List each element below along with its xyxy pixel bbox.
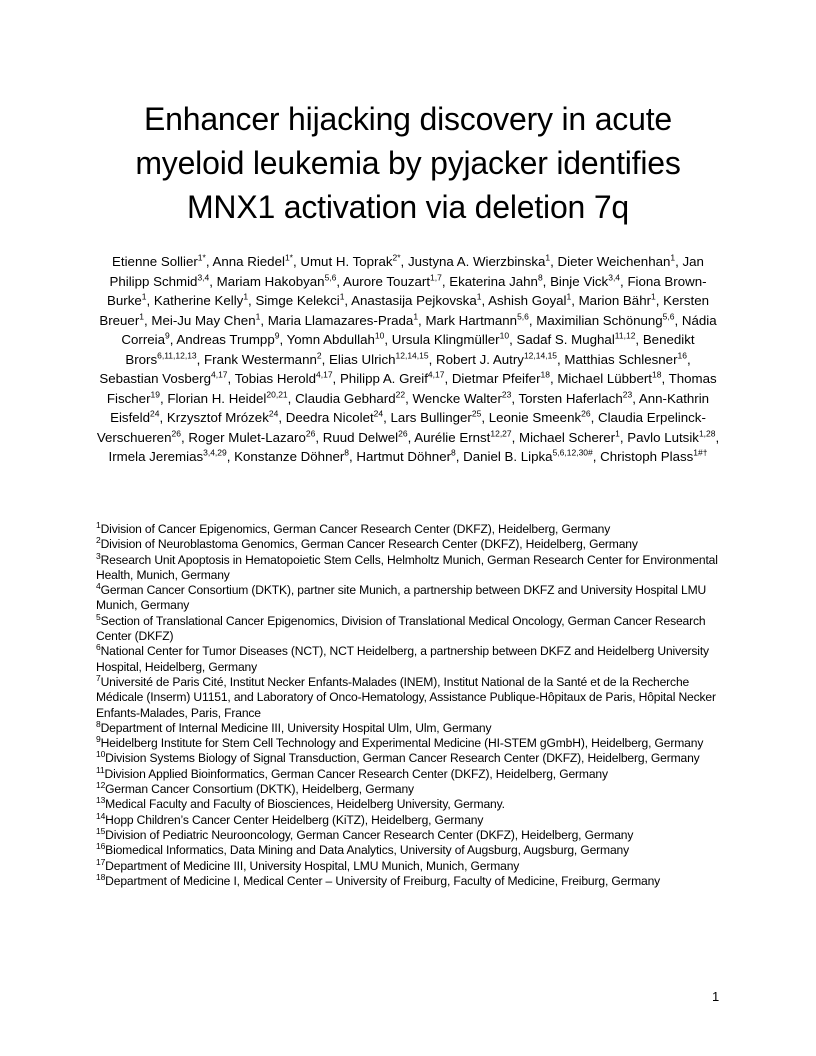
author <box>300 254 400 269</box>
author-affiliation-marker: 2 <box>316 350 322 361</box>
affiliation-number: 17 <box>96 856 106 867</box>
author-affiliation-marker: 12,14,15 <box>523 350 558 361</box>
author <box>212 254 293 269</box>
author <box>343 274 442 289</box>
affiliation-text: Biomedical Informatics, Data Mining and Data Analytics, University of Augsburg, Augsburg, Germany <box>105 843 630 858</box>
author <box>425 313 528 328</box>
author <box>154 293 248 308</box>
author-affiliation-marker: 12,27 <box>490 428 512 439</box>
author-name: Konstanze Döhner <box>234 449 345 464</box>
author <box>176 332 279 347</box>
author-affiliation-marker: 1#† <box>693 447 708 458</box>
affiliation-number: 18 <box>96 871 106 882</box>
author <box>536 313 674 328</box>
affiliation-number: 9 <box>96 734 101 745</box>
author-affiliation-marker: 19 <box>150 389 160 400</box>
author-affiliation-marker: 1* <box>197 252 206 263</box>
author-affiliation-marker: 26 <box>171 428 181 439</box>
author-affiliation-marker: 8 <box>537 272 543 283</box>
author-name: Elias Ulrich <box>329 351 396 367</box>
author <box>558 254 676 269</box>
author-affiliation-marker: 26 <box>305 428 316 439</box>
author <box>519 391 633 406</box>
affiliation-text: Division Applied Bioinformatics, German Cancer Research Center (DKFZ), Heidelberg, Germany <box>104 766 608 781</box>
author-name: Philipp A. Greif <box>339 371 428 386</box>
affiliation <box>96 810 726 828</box>
author <box>489 410 591 425</box>
affiliation-text: Medical Faculty and Faculty of Biosciences, Heidelberg University, Germany. <box>105 797 505 812</box>
author <box>449 274 542 289</box>
author-affiliation-marker: 5,6 <box>517 311 529 322</box>
affiliation-number: 6 <box>96 642 101 653</box>
author-name: Nádia Correia <box>121 312 717 347</box>
affiliation <box>96 764 726 782</box>
author-affiliation-marker: 1,28 <box>698 428 716 439</box>
author-name: Umut H. Toprak <box>300 254 393 269</box>
affiliation-text: Division of Pediatric Neurooncology, German Cancer Research Center (DKFZ), Heidelberg, Germany <box>105 827 634 842</box>
author-affiliation-marker: 3,4,29 <box>203 447 227 458</box>
author <box>627 430 715 445</box>
affiliation-number: 8 <box>96 718 101 729</box>
affiliation-text: Division Systems Biology of Signal Transduction, German Cancer Research Center (DKFZ), Heidelberg, Germany <box>105 751 700 766</box>
author-name: Torsten Haferlach <box>518 390 623 406</box>
author-name: Andreas Trumpp <box>176 332 275 347</box>
author-name: Aurore Touzart <box>343 273 431 289</box>
author <box>329 352 429 367</box>
author-affiliation-marker: 4,17 <box>427 369 445 380</box>
author-name: Fiona Brown-Burke <box>107 273 707 308</box>
author-name: Binje Vick <box>550 273 609 289</box>
author-affiliation-marker: 10 <box>499 330 510 341</box>
author-name: Mei-Ju May Chen <box>151 312 256 328</box>
author-affiliation-marker: 8 <box>451 447 456 458</box>
author-name: Frank Westermann <box>204 351 317 367</box>
affiliation-text: Division of Cancer Epigenomics, German Cancer Research Center (DKFZ), Heidelberg, Germany <box>100 522 611 536</box>
author-affiliation-marker: 1 <box>545 252 551 263</box>
affiliation <box>96 611 726 645</box>
author <box>488 293 571 308</box>
author <box>112 254 206 269</box>
author-affiliation-marker: 25 <box>471 408 482 419</box>
author-name: Leonie Smeenk <box>488 410 582 425</box>
author-name: Benedikt Brors <box>125 332 695 367</box>
author <box>167 391 287 406</box>
affiliation-text: Université de Paris Cité, Institut Necker Enfants-Malades (INEM), Institut National de la Santé et de la Recherche Médicale (Inserm) U1151, and Laboratory of Onco-Hematology, Assistance Publique-Hôpitaux de Paris, Hôpital Necker Enfants-Malades, Paris, France <box>96 674 716 720</box>
author <box>151 313 260 328</box>
affiliation-text: Research Unit Apoptosis in Hematopoietic Stem Cells, Helmholtz Munich, German Research Center for Environmental Health, Munich, Germany <box>96 552 718 582</box>
page-number: 1 <box>712 989 720 1004</box>
author-affiliation-marker: 18 <box>540 369 550 380</box>
author-name: Robert J. Autry <box>435 351 524 367</box>
author-name: Justyna A. Wierzbinska <box>407 254 546 269</box>
author-affiliation-marker: 1,7 <box>430 272 442 283</box>
author-affiliation-marker: 26 <box>398 428 408 439</box>
author-name: Ruud Delwel <box>322 429 399 445</box>
affiliation-number: 1 <box>96 519 101 530</box>
author <box>391 410 482 425</box>
affiliation-text: Section of Translational Cancer Epigenomics, Division of Translational Medical Oncology, German Cancer Research Center (DKFZ) <box>96 613 706 644</box>
affiliation-number: 16 <box>96 841 106 852</box>
author-name: Ann-Kathrin Eisfeld <box>110 390 710 425</box>
author <box>286 410 383 425</box>
author-name: Mark Hartmann <box>425 312 518 328</box>
author-affiliation-marker: 4,17 <box>316 369 333 380</box>
affiliation-text: German Cancer Consortium (DKTK), Heidelberg, Germany <box>105 782 414 797</box>
affiliation-number: 12 <box>96 780 106 791</box>
author <box>356 449 455 464</box>
author <box>557 371 661 386</box>
affiliation-number: 3 <box>96 550 101 561</box>
affiliation-number: 7 <box>96 672 101 683</box>
author <box>287 332 385 347</box>
author <box>204 352 322 367</box>
affiliation-number: 13 <box>96 795 106 806</box>
author-affiliation-marker: 4,17 <box>210 369 228 380</box>
title-line: Enhancer hijacking discovery in acute <box>143 101 672 137</box>
affiliation <box>96 672 726 721</box>
author-name: Marion Bähr <box>578 293 652 308</box>
author-affiliation-marker: 1 <box>141 291 147 302</box>
affiliation-number: 2 <box>96 535 101 546</box>
author-name: Ursula Klingmüller <box>391 332 500 347</box>
author-affiliation-marker: 23 <box>501 389 512 400</box>
author <box>516 332 635 347</box>
author-name: Ekaterina Jahn <box>449 273 538 289</box>
author <box>579 293 656 308</box>
author <box>99 371 227 386</box>
author <box>519 430 620 445</box>
author-name: Anna Riedel <box>212 254 285 269</box>
author-affiliation-marker: 11,12 <box>614 330 636 341</box>
author <box>414 430 511 445</box>
author-name: Simge Kelekci <box>255 293 340 308</box>
author-name: Michael Lübbert <box>557 371 652 386</box>
affiliation-number: 4 <box>96 581 101 592</box>
author-name: Claudia Gebhard <box>295 390 396 406</box>
author-name: Jan Philipp Schmid <box>109 254 704 289</box>
author <box>564 352 687 367</box>
affiliation-list <box>96 519 726 889</box>
title-line: myeloid leukemia by pyjacker identifies <box>135 145 681 181</box>
author-affiliation-marker: 1 <box>339 291 345 302</box>
author-name: Mariam Hakobyan <box>216 273 325 289</box>
author-affiliation-marker: 1 <box>670 252 676 263</box>
author-affiliation-marker: 22 <box>395 389 406 400</box>
author-affiliation-marker: 1 <box>255 311 261 322</box>
affiliation-text: National Center for Tumor Diseases (NCT), NCT Heidelberg, a partnership between DKFZ and Heidelberg University Hospital, Heidelberg, Germany <box>96 644 709 674</box>
author-name: Krzysztof Mrózek <box>166 410 269 425</box>
author-affiliation-marker: 5,6,12,30# <box>552 447 593 458</box>
affiliation-text: Division of Neuroblastoma Genomics, German Cancer Research Center (DKFZ), Heidelberg, Germany <box>100 537 638 552</box>
author-affiliation-marker: 24 <box>373 408 384 419</box>
author-name: Aurélie Ernst <box>414 429 491 445</box>
author-name: Irmela Jeremias <box>108 449 204 464</box>
affiliation-text: Department of Internal Medicine III, University Hospital Ulm, Ulm, Germany <box>100 720 492 735</box>
author-affiliation-marker: 1* <box>284 252 293 263</box>
author <box>188 430 315 445</box>
author-affiliation-marker: 10 <box>374 330 385 341</box>
author-name: Kersten Breuer <box>99 293 709 328</box>
affiliation <box>96 856 726 874</box>
author-name: Lars Bullinger <box>390 410 472 425</box>
affiliation-text: German Cancer Consortium (DKTK), partner site Munich, a partnership between DKFZ and University Hospital LMU Munich, Germany <box>96 583 707 613</box>
author-name: Matthias Schlesner <box>564 351 678 367</box>
affiliation-text: Heidelberg Institute for Stem Cell Technology and Experimental Medicine (HI-STEM gGmbH), Heidelberg, Germany <box>100 736 704 751</box>
author-affiliation-marker: 3,4 <box>197 272 210 283</box>
author-affiliation-marker: 24 <box>268 408 279 419</box>
author <box>392 332 509 347</box>
affiliation-number: 15 <box>96 825 106 836</box>
author <box>463 449 593 464</box>
author-name: Michael Scherer <box>519 429 616 445</box>
author-name: Dietmar Pfeifer <box>451 371 541 386</box>
author-affiliation-marker: 20,21 <box>266 389 288 400</box>
author-affiliation-marker: 18 <box>651 369 662 380</box>
author <box>351 293 481 308</box>
author-affiliation-marker: 5,6 <box>662 311 675 322</box>
author <box>235 371 333 386</box>
affiliation <box>96 751 726 766</box>
author-affiliation-marker: 8 <box>344 447 350 458</box>
author <box>452 371 550 386</box>
author-list: Etienne Sollier$^{1*}$, Anna Riedel$^{1*}$, Umut H. Toprak$^{2*}$, Justyna A. Wierzbinska$^1$, Dieter Weichenhan$^1$, Jan Philipp Schmid$^{3,4}$, Mariam Hakobyan$^{5,6}$, Aurore Touzart$^{1,7}$, Ekaterina Jahn$^8$, Binje Vick$^{3,4}$, Fiona Brown-Burke$^1$, Katherine Kelly$^1$, Simge Kelekci$^1$, Anastasija Pejkovska$^1$, Ashish Goyal$^1$, Marion Bähr$^1$, Kersten Breuer$^1$, Mei-Ju May Chen$^1$, Maria Llamazares-Prada$^1$, Mark Hartmann$^{5,6}$, Maximilian Schönung$^{5,6}$, Nádia Correia$^9$, Andreas Trumpp$^9$, Yomn Abdullah$^{10}$, Ursula Klingmüller$^{10}$, Sadaf S. Mughal$^{11,12}$, Benedikt Brors$^{6,11,12,13}$, Frank Westermann$^2$, Elias Ulrich$^{12,14,15}$, Robert J. Autry$^{12,14,15}$, Matthias Schlesner$^{16}$, Sebastian Vosberg$^{4,17}$, Tobias Herold$^{4,17}$, Philipp A. Greif$^{4,17}$, Dietmar Pfeifer$^{18}$, Michael Lübbert$^{18}$, Thomas Fischer$^{19}$, Florian H. Heidel$^{20,21}$, Claudia Gebhard$^{22}$, Wencke Walter$^{23}$, Torsten Haferlach$^{23}$, Ann-Kathrin Eisfeld$^{24}$, Krzysztof Mrózek$^{24}$, Deedra Nicolet$^{24}$, Lars Bullinger$^{25}$, Leonie Smeenk$^{26}$, Claudia Erpelinck-Verschueren$^{26}$, Roger Mulet-Lazaro$^{26}$, Ruud Delwel$^{26}$, Aurélie Ernst$^{12,27}$, Michael Scherer$^1$, Pavlo Lutsik$^{1,28}$, Irmela Jeremias$^{3,4,29}$, Konstanze Döhner$^8$, Hartmut Döhner$^8$, Daniel B. Lipka$^{5,6,12,30\#}$, Christoph Plass$^{1\#\dagger}$ <box>96 252 720 464</box>
author-affiliation-marker: 23 <box>622 389 633 400</box>
author-affiliation-marker: 6,11,12,13 <box>157 350 197 361</box>
author-name: Deedra Nicolet <box>285 410 374 425</box>
author <box>340 371 445 386</box>
author <box>255 293 344 308</box>
author-name: Maximilian Schönung <box>536 312 663 328</box>
affiliation-number: 14 <box>96 810 106 821</box>
author-name: Pavlo Lutsik <box>627 429 699 445</box>
author-affiliation-marker: 1 <box>243 291 249 302</box>
title-line: MNX1 activation via deletion 7q <box>186 189 630 225</box>
affiliation <box>96 871 726 889</box>
author-affiliation-marker: 9 <box>165 330 170 341</box>
author-name: Anastasija Pejkovska <box>351 293 477 308</box>
author-affiliation-marker: 16 <box>677 350 687 361</box>
affiliation <box>96 644 726 675</box>
author-name: Thomas Fischer <box>106 371 717 406</box>
author-affiliation-marker: 9 <box>274 330 280 341</box>
author-name: Ashish Goyal <box>488 293 567 308</box>
affiliation <box>96 843 726 858</box>
author-name: Daniel B. Lipka <box>463 449 553 464</box>
author <box>600 449 707 464</box>
author-affiliation-marker: 1 <box>413 311 419 322</box>
author-name: Sebastian Vosberg <box>99 371 211 386</box>
author-affiliation-marker: 1 <box>651 291 656 302</box>
author-affiliation-marker: 1 <box>615 428 620 439</box>
author <box>268 313 418 328</box>
affiliation-text: Department of Medicine III, University Hospital, LMU Munich, Munich, Germany <box>105 858 520 873</box>
affiliation-text: Department of Medicine I, Medical Center – University of Freiburg, Faculty of Medicine, Freiburg, Germany <box>105 873 661 888</box>
author <box>295 391 405 406</box>
author-name: Etienne Sollier <box>112 254 198 269</box>
affiliation <box>96 550 726 584</box>
author <box>167 410 278 425</box>
affiliation <box>96 797 726 812</box>
author-affiliation-marker: 1 <box>139 311 144 322</box>
author-affiliation-marker: 1 <box>566 291 572 302</box>
author-affiliation-marker: 12,14,15 <box>395 350 429 361</box>
author-name: Dieter Weichenhan <box>557 254 671 269</box>
author-name: Sadaf S. Mughal <box>516 332 615 347</box>
author <box>234 449 349 464</box>
author-affiliation-marker: 1 <box>476 291 482 302</box>
author-affiliation-marker: 5,6 <box>324 272 337 283</box>
author <box>408 254 550 269</box>
author <box>323 430 408 445</box>
author <box>412 391 511 406</box>
author-affiliation-marker: 2* <box>392 252 401 263</box>
author-affiliation-marker: 24 <box>150 408 160 419</box>
author-name: Hartmut Döhner <box>356 449 452 464</box>
affiliation <box>96 718 726 736</box>
author-name: Tobias Herold <box>234 371 316 386</box>
affiliation-text: Hopp Children’s Cancer Center Heidelberg (KiTZ), Heidelberg, Germany <box>105 812 484 827</box>
author-name: Roger Mulet-Lazaro <box>188 429 306 445</box>
affiliation <box>96 519 726 537</box>
affiliation-number: 10 <box>96 749 106 760</box>
author-name: Christoph Plass <box>600 449 694 464</box>
affiliation <box>96 583 726 614</box>
affiliation <box>96 736 726 751</box>
affiliation <box>96 825 726 843</box>
author-name: Yomn Abdullah <box>286 332 375 347</box>
affiliation <box>96 537 726 552</box>
author-affiliation-marker: 26 <box>581 408 591 419</box>
author-affiliation-marker: 3,4 <box>608 272 621 283</box>
author-name: Wencke Walter <box>412 390 502 406</box>
author-name: Claudia Erpelinck-Verschueren <box>96 410 706 445</box>
author <box>217 274 337 289</box>
author-name: Florian H. Heidel <box>167 390 267 406</box>
author-name: Katherine Kelly <box>153 293 244 308</box>
paper-title <box>60 97 756 229</box>
affiliation <box>96 782 726 797</box>
author <box>550 274 620 289</box>
affiliation-number: 5 <box>96 611 101 622</box>
affiliation-number: 11 <box>96 764 105 775</box>
author-name: Maria Llamazares-Prada <box>267 312 414 328</box>
author <box>109 449 227 464</box>
author <box>436 352 557 367</box>
